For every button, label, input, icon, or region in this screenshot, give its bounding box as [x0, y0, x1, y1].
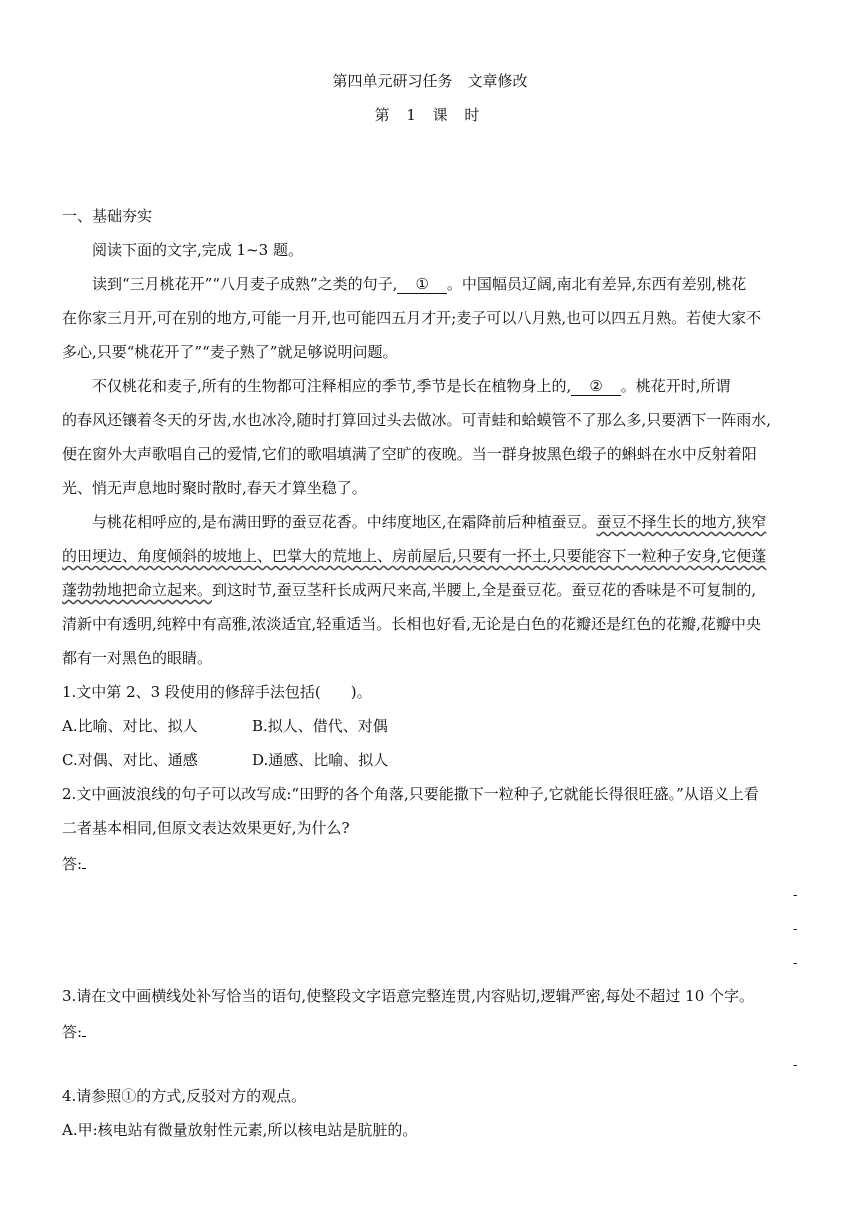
question-4-item-a: A.甲:核电站有微量放射性元素,所以核电站是肮脏的。: [62, 1121, 418, 1139]
passage-line: 都有一对黑色的眼睛。: [62, 649, 213, 667]
lesson-subtitle: 第 1 课 时: [374, 106, 486, 124]
fill-blank-2: ②: [571, 377, 620, 396]
answer-line: [62, 1020, 802, 1042]
answer-line: [62, 852, 802, 874]
reading-instruction: 阅读下面的文字,完成 1~3 题。: [92, 241, 303, 259]
passage-line: 清新中有透明,纯粹中有高雅,浓淡适宜,轻重适当。长相也好看,无论是白色的花瓣还是红色的花瓣,花瓣中央: [62, 615, 761, 633]
passage-text: 。桃花开时,所谓: [620, 377, 731, 395]
question-3: 3.请在文中画横线处补写恰当的语句,使整段文字语意完整连贯,内容贴切,逻辑严密,每处不超过 10 个字。: [62, 987, 755, 1005]
line-mark: -: [793, 922, 798, 937]
passage-line: 多心,只要“桃花开了”“麦子熟了”就足够说明问题。: [62, 343, 398, 361]
passage-text: 到这时节,蚕豆茎秆长成两尺来高,半腰上,全是蚕豆花。蚕豆花的香味是不可复制的,: [212, 581, 757, 599]
question-1: 1.文中第 2、3 段使用的修辞手法包括( )。: [62, 683, 372, 701]
answer-field[interactable]: [82, 1020, 86, 1037]
passage-line: [92, 274, 802, 294]
passage-text: 与桃花相呼应的,是布满田野的蚕豆花香。中纬度地区,在霜降前后种植蚕豆。: [92, 513, 597, 531]
wavy-underlined-text: 蓬勃勃地把命立起来。: [62, 581, 213, 599]
wavy-underlined-text: 的田埂边、角度倾斜的坡地上、巴掌大的荒地上、房前屋后,只要有一抔土,只要能容下一粒种子安身,它便蓬: [62, 547, 767, 565]
answer-label: 答:: [62, 855, 83, 873]
passage-line: [62, 580, 802, 600]
passage-line: [92, 376, 802, 396]
passage-line: 的春风还镶着冬天的牙齿,水也冰冷,随时打算回过头去做冰。可青蛙和蛤蟆管不了那么多,只要洒下一阵雨水,: [62, 411, 772, 429]
question-2: 2.文中画波浪线的句子可以改写成:“田野的各个角落,只要能撒下一粒种子,它就能长得很旺盛。”从语义上看: [62, 785, 759, 803]
question-4: 4.请参照①的方式,反驳对方的观点。: [62, 1087, 307, 1105]
page-title: 第四单元研习任务 文章修改: [332, 72, 528, 90]
passage-line: 便在窗外大声歌唱自己的爱情,它们的歌唱填满了空旷的夜晚。当一群身披黑色缎子的蝌蚪在水中反射着阳: [62, 445, 757, 463]
option-c: C.对偶、对比、通感: [62, 751, 198, 769]
passage-text: 不仅桃花和麦子,所有的生物都可注释相应的季节,季节是长在植物身上的,: [92, 377, 572, 395]
passage-text: 。中国幅员辽阔,南北有差异,东西有差别,桃花: [446, 275, 747, 293]
line-mark: -: [793, 1058, 798, 1073]
passage-line: [62, 546, 802, 566]
wavy-underlined-text: 蚕豆不择生长的地方,狭窄: [596, 513, 767, 531]
passage-line: [92, 512, 802, 532]
passage-line: 光、悄无声息地时聚时散时,春天才算坐稳了。: [62, 479, 367, 497]
option-b: B.拟人、借代、对偶: [252, 717, 388, 735]
option-row: [62, 750, 802, 770]
passage-line: 在你家三月开,可在别的地方,可能一月开,也可能四五月才开;麦子可以八月熟,也可以四五月熟。若使大家不: [62, 309, 762, 327]
section-heading: 一、基础夯实: [62, 207, 153, 225]
option-a: A.比喻、对比、拟人: [62, 717, 198, 735]
passage-text: 读到“三月桃花开”“八月麦子成熟”之类的句子,: [92, 275, 398, 293]
answer-label: 答:: [62, 1023, 83, 1041]
option-d: D.通感、比喻、拟人: [252, 751, 389, 769]
option-row: [62, 716, 802, 736]
line-mark: -: [793, 956, 798, 971]
fill-blank-1: ①: [397, 275, 446, 294]
question-2-cont: 二者基本相同,但原文表达效果更好,为什么?: [62, 819, 350, 837]
line-mark: -: [793, 888, 798, 903]
answer-field[interactable]: [82, 852, 86, 869]
